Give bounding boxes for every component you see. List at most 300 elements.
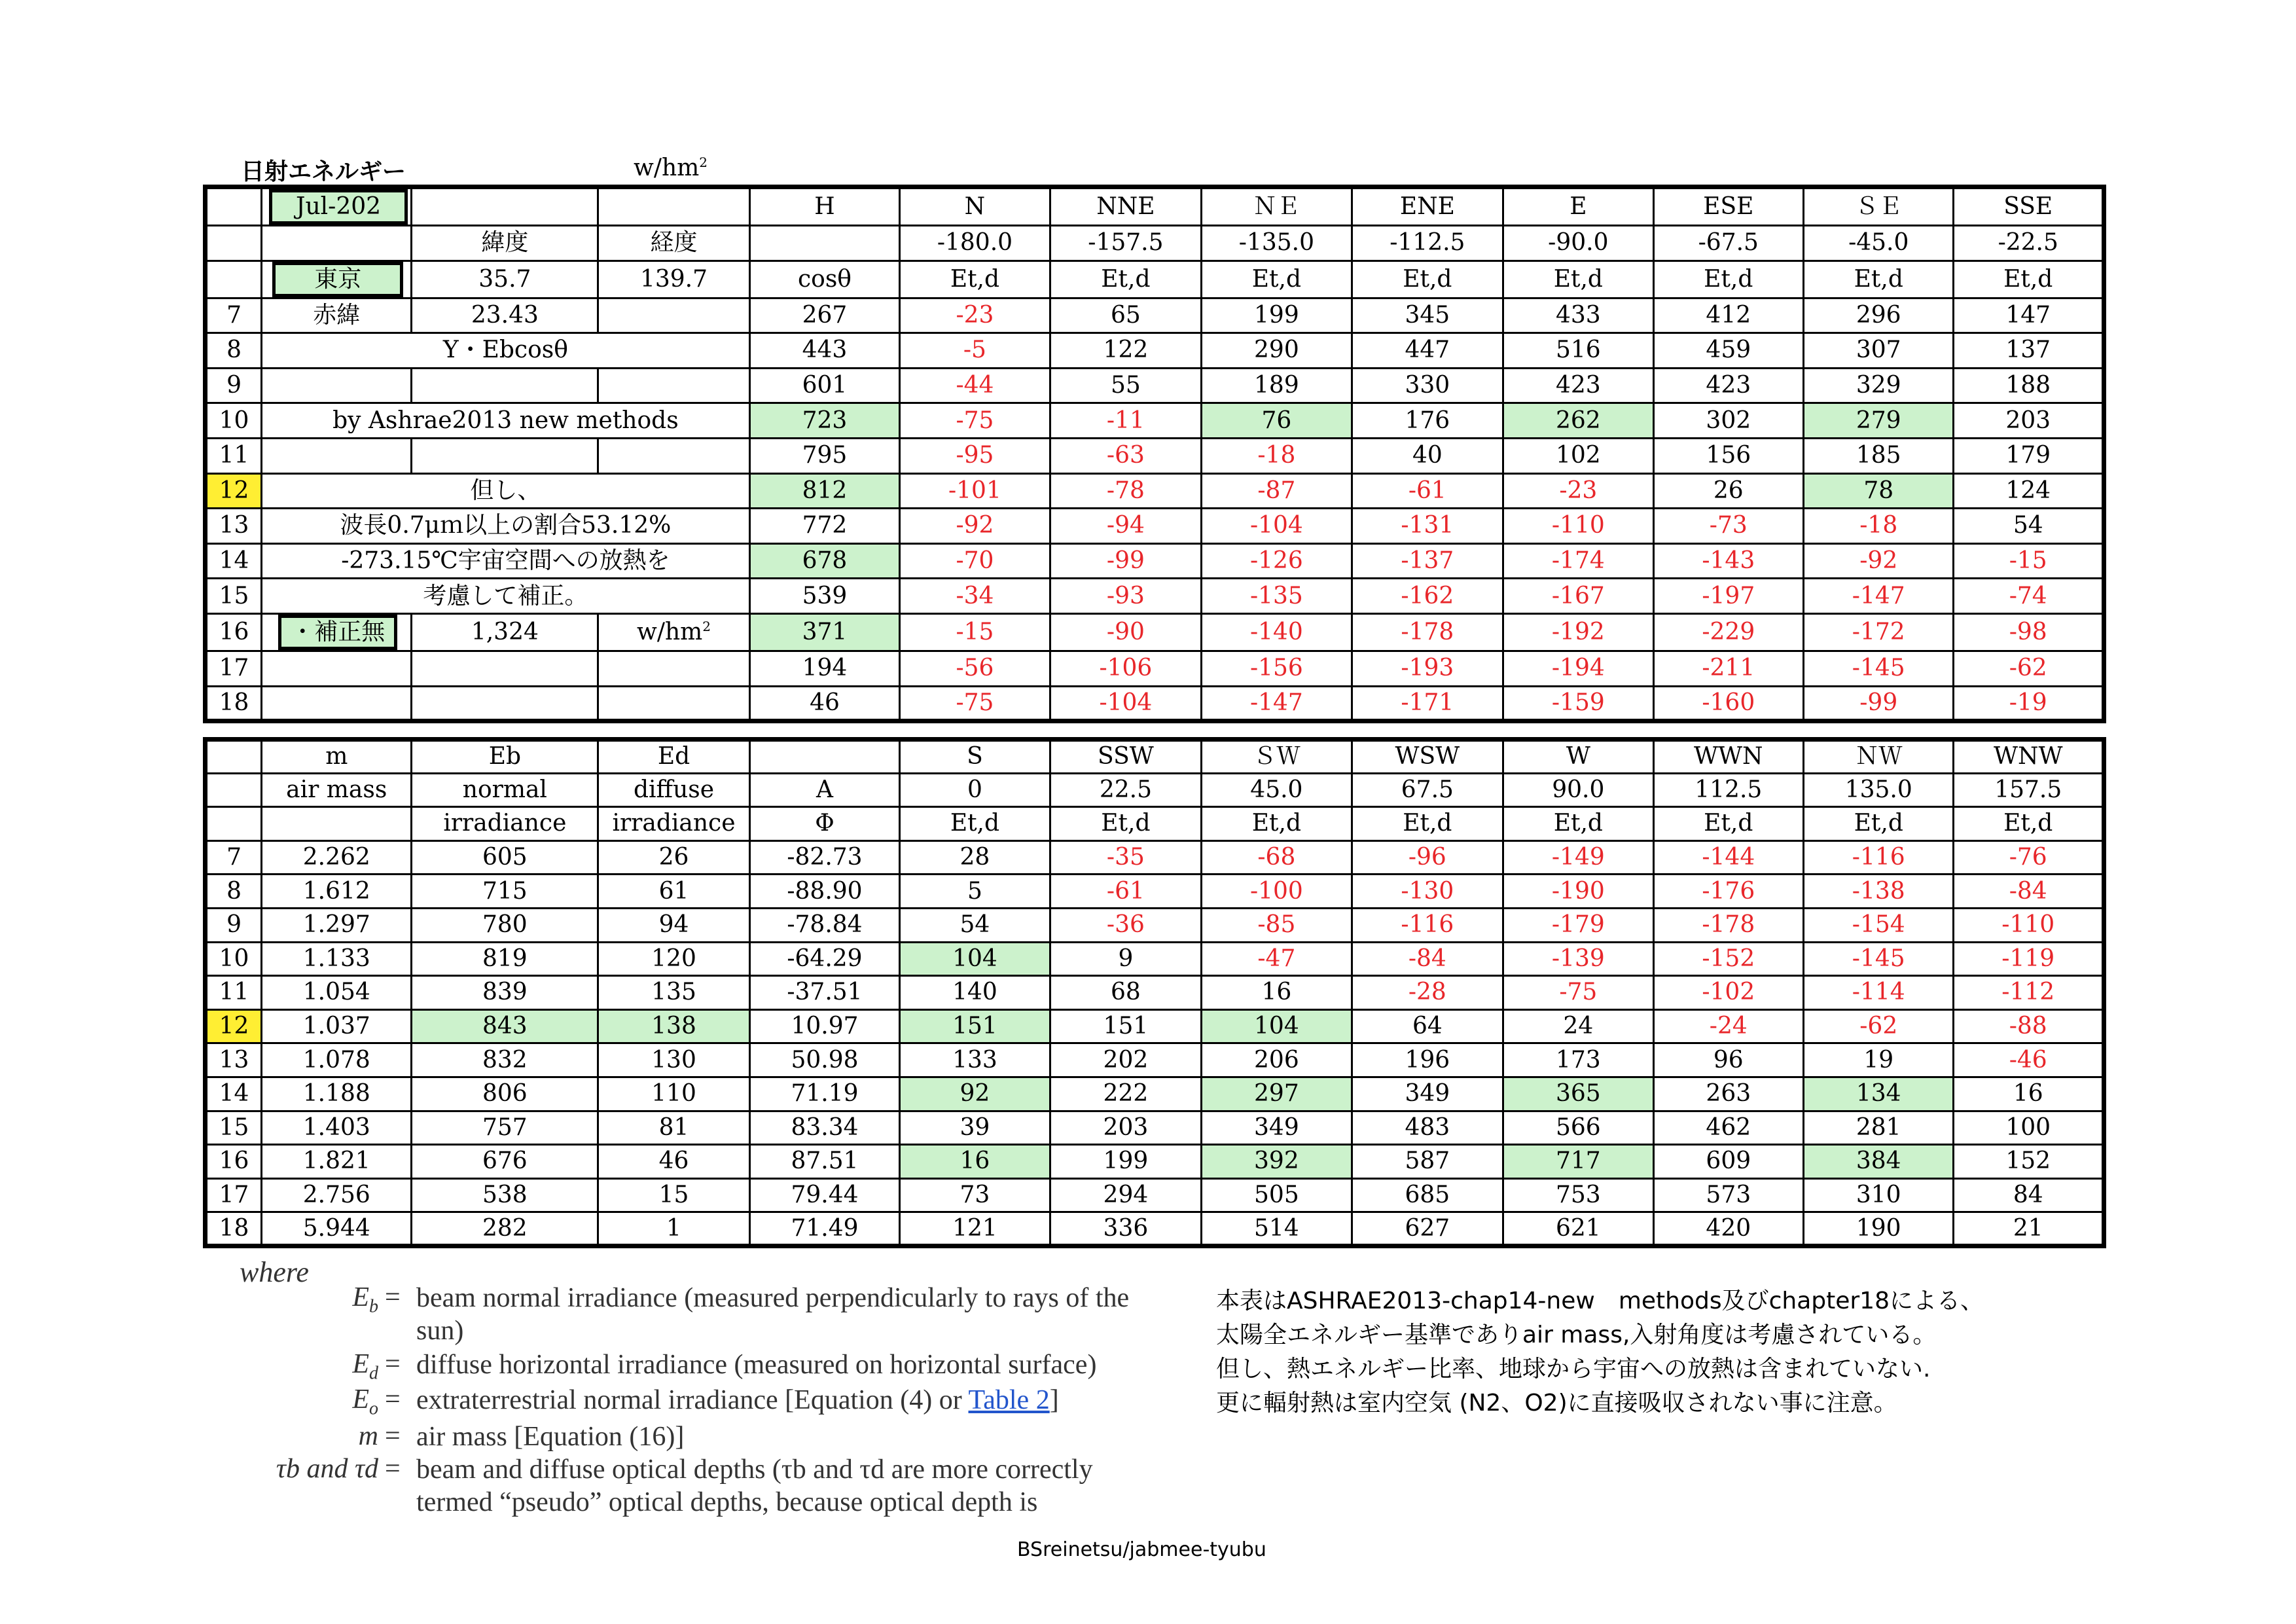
dir-header: ENE <box>1352 187 1503 226</box>
definition-body: beam normal irradiance (measured perpendicularly to rays of the sun) <box>416 1283 1130 1346</box>
value-cell: -75 <box>900 403 1050 439</box>
no-correction-unit <box>598 613 750 651</box>
value-cell: -194 <box>1503 651 1653 686</box>
value-cell: 84 <box>1954 1178 2104 1212</box>
value-cell: 134 <box>1804 1077 1954 1111</box>
ed-value: 61 <box>598 875 750 909</box>
city-value[interactable]: 東京 <box>272 262 403 297</box>
value-cell: 5 <box>900 875 1050 909</box>
footer-credit: BSreinetsu/jabmee-tyubu <box>1017 1538 1266 1561</box>
dir-unit: Et,d <box>1804 261 1954 298</box>
blank-cell <box>598 298 750 333</box>
a-header: A <box>749 773 899 807</box>
value-cell: -63 <box>1050 438 1202 473</box>
dir-unit: Et,d <box>1954 807 2104 841</box>
value-cell: 196 <box>1352 1043 1503 1077</box>
value-cell: -171 <box>1352 686 1503 721</box>
value-cell: 39 <box>900 1111 1050 1145</box>
table-row <box>206 509 2104 544</box>
h-value: 194 <box>749 651 899 686</box>
dir-header: WSW <box>1352 740 1503 774</box>
value-cell: 76 <box>1202 403 1352 439</box>
value-cell: -28 <box>1352 976 1503 1010</box>
dir-header: ＳＥ <box>1804 187 1954 226</box>
h-value: 812 <box>749 473 899 509</box>
eb-value: 832 <box>412 1043 598 1077</box>
value-cell: 262 <box>1503 403 1653 439</box>
value-cell: -211 <box>1653 651 1803 686</box>
note-line: 更に輻射熱は室内空気 (N2、O2)に直接吸収されない事に注意。 <box>1216 1390 1897 1416</box>
definition-symbol <box>352 1348 378 1384</box>
value-cell: -159 <box>1503 686 1653 721</box>
value-cell: 753 <box>1503 1178 1653 1212</box>
value-cell: 263 <box>1653 1077 1803 1111</box>
value-cell: -178 <box>1653 908 1803 942</box>
definition-symbol <box>359 1420 378 1452</box>
dir-header: SSW <box>1050 740 1202 774</box>
eb-value: 538 <box>412 1178 598 1212</box>
value-cell: 420 <box>1653 1212 1803 1246</box>
value-cell: -96 <box>1352 840 1503 875</box>
value-cell: 566 <box>1503 1111 1653 1145</box>
blank-cell <box>598 368 750 403</box>
value-cell: -110 <box>1503 509 1653 544</box>
value-cell: -99 <box>1050 543 1202 579</box>
upper-header-row-2 <box>206 226 2104 261</box>
definitions-block <box>236 1255 1178 1519</box>
phi-value: 71.19 <box>749 1077 899 1111</box>
value-cell: -145 <box>1804 651 1954 686</box>
air-mass-value: 1.297 <box>262 908 412 942</box>
no-correction-cell[interactable] <box>262 613 412 651</box>
value-cell: -11 <box>1050 403 1202 439</box>
ed-value: 120 <box>598 942 750 976</box>
value-cell: 9 <box>1050 942 1202 976</box>
value-cell: -18 <box>1202 438 1352 473</box>
value-cell: -140 <box>1202 613 1352 651</box>
equals-sign: = <box>385 1454 401 1484</box>
equals-sign: = <box>385 1421 401 1451</box>
value-cell: 104 <box>1202 1009 1352 1043</box>
value-cell: -15 <box>900 613 1050 651</box>
value-cell: -179 <box>1503 908 1653 942</box>
value-cell: -46 <box>1954 1043 2104 1077</box>
dir-header: WWN <box>1653 740 1803 774</box>
value-cell: 124 <box>1954 473 2104 509</box>
phi-value: 10.97 <box>749 1009 899 1043</box>
value-cell: 202 <box>1050 1043 1202 1077</box>
value-cell: 100 <box>1954 1111 2104 1145</box>
value-cell: 685 <box>1352 1178 1503 1212</box>
table-row <box>206 1043 2104 1077</box>
ed-value: 26 <box>598 840 750 875</box>
lower-header-row-1 <box>206 740 2104 774</box>
note-cell: by Ashrae2013 new methods <box>262 403 750 439</box>
value-cell: 122 <box>1050 333 1202 369</box>
dir-header: E <box>1503 187 1653 226</box>
dir-angle: 22.5 <box>1050 773 1202 807</box>
blank-cell <box>412 686 598 721</box>
value-cell: -104 <box>1202 509 1352 544</box>
value-cell: -23 <box>900 298 1050 333</box>
value-cell: 121 <box>900 1212 1050 1246</box>
hour-cell: 7 <box>206 298 262 333</box>
unit-text: w/hm <box>634 154 700 181</box>
blank-cell <box>412 187 598 226</box>
air-mass-value: 1.078 <box>262 1043 412 1077</box>
value-cell: 133 <box>900 1043 1050 1077</box>
value-cell: 55 <box>1050 368 1202 403</box>
hour-cell: 8 <box>206 333 262 369</box>
value-cell: 297 <box>1202 1077 1352 1111</box>
value-cell: 365 <box>1503 1077 1653 1111</box>
value-cell: -47 <box>1202 942 1352 976</box>
value-cell: -100 <box>1202 875 1352 909</box>
dir-angle: -67.5 <box>1653 226 1803 261</box>
table-row <box>206 1077 2104 1111</box>
notes-block <box>1216 1284 1984 1420</box>
value-cell: -152 <box>1653 942 1803 976</box>
value-cell: -56 <box>900 651 1050 686</box>
corner-cell <box>206 187 262 226</box>
dir-header: SSE <box>1954 187 2104 226</box>
note-cell: 但し、 <box>262 473 750 509</box>
value-cell: 40 <box>1352 438 1503 473</box>
value-cell: -94 <box>1050 509 1202 544</box>
table-row <box>206 1009 2104 1043</box>
value-cell: 54 <box>900 908 1050 942</box>
table-row <box>206 613 2104 651</box>
value-cell: -85 <box>1202 908 1352 942</box>
value-cell: -114 <box>1804 976 1954 1010</box>
value-cell: -130 <box>1352 875 1503 909</box>
value-cell: -106 <box>1050 651 1202 686</box>
value-cell: -143 <box>1653 543 1803 579</box>
value-cell: -92 <box>1804 543 1954 579</box>
date-value[interactable]: Jul-202 <box>269 189 408 225</box>
eb-value: 282 <box>412 1212 598 1246</box>
where-title: where <box>240 1256 309 1288</box>
eb-value: 843 <box>412 1009 598 1043</box>
eb-header: Eb <box>412 740 598 774</box>
phi-value: 79.44 <box>749 1178 899 1212</box>
value-cell: -76 <box>1954 840 2104 875</box>
value-cell: -70 <box>900 543 1050 579</box>
hour-cell: 9 <box>206 368 262 403</box>
unit-sup: 2 <box>699 154 708 170</box>
air-mass-value: 2.262 <box>262 840 412 875</box>
m-header: m <box>262 740 412 774</box>
eb-value: 819 <box>412 942 598 976</box>
hour-cell: 11 <box>206 976 262 1010</box>
date-cell[interactable] <box>262 187 412 226</box>
dir-header: WNW <box>1954 740 2104 774</box>
lower-table <box>203 737 2106 1248</box>
value-cell: 281 <box>1804 1111 1954 1145</box>
dir-header: ESE <box>1653 187 1803 226</box>
value-cell: -75 <box>1503 976 1653 1010</box>
definition-body: beam and diffuse optical depths (τb and τd are more correctly termed “pseudo” optical depths, because optical depth is <box>416 1454 1093 1517</box>
eb-value: 839 <box>412 976 598 1010</box>
ed-subheader-2: irradiance <box>598 807 750 841</box>
dir-angle: 45.0 <box>1202 773 1352 807</box>
dir-unit: Et,d <box>1202 807 1352 841</box>
latitude-value: 35.7 <box>412 261 598 298</box>
value-cell: -5 <box>900 333 1050 369</box>
value-cell: -154 <box>1804 908 1954 942</box>
unit-sup: 2 <box>702 619 711 635</box>
h-value: 772 <box>749 509 899 544</box>
dir-angle: -45.0 <box>1804 226 1954 261</box>
table-row <box>206 840 2104 875</box>
blank-cell <box>262 368 412 403</box>
value-cell: 505 <box>1202 1178 1352 1212</box>
note-line: 但し、熱エネルギー比率、地球から宇宙への放熱は含まれていない. <box>1216 1356 1931 1382</box>
value-cell: -176 <box>1653 875 1803 909</box>
hour-cell: 9 <box>206 908 262 942</box>
blank-cell <box>598 187 750 226</box>
value-cell: 73 <box>900 1178 1050 1212</box>
value-cell: 279 <box>1804 403 1954 439</box>
value-cell: -44 <box>900 368 1050 403</box>
table-row <box>206 403 2104 439</box>
definition-text <box>416 1384 1175 1416</box>
value-cell: -61 <box>1050 875 1202 909</box>
value-cell: -88 <box>1954 1009 2104 1043</box>
value-cell: 92 <box>900 1077 1050 1111</box>
value-cell: -131 <box>1352 509 1503 544</box>
dir-angle: 90.0 <box>1503 773 1653 807</box>
h-value: 267 <box>749 298 899 333</box>
value-cell: 188 <box>1954 368 2104 403</box>
eb-value: 676 <box>412 1145 598 1179</box>
value-cell: 514 <box>1202 1212 1352 1246</box>
upper-data-body <box>206 298 2104 721</box>
corner-cell <box>206 807 262 841</box>
phi-value: -64.29 <box>749 942 899 976</box>
dir-header: NNE <box>1050 187 1202 226</box>
ed-value: 1 <box>598 1212 750 1246</box>
hour-cell: 7 <box>206 840 262 875</box>
definition-symbol <box>352 1282 378 1317</box>
dir-angle: -22.5 <box>1954 226 2104 261</box>
value-cell: -61 <box>1352 473 1503 509</box>
air-mass-value: 5.944 <box>262 1212 412 1246</box>
value-cell: 156 <box>1653 438 1803 473</box>
value-cell: -172 <box>1804 613 1954 651</box>
value-cell: -112 <box>1954 976 2104 1010</box>
hour-cell: 12 <box>206 1009 262 1043</box>
value-cell: 151 <box>1050 1009 1202 1043</box>
value-cell: -93 <box>1050 579 1202 614</box>
blank-cell <box>262 686 412 721</box>
dir-unit: Et,d <box>1050 261 1202 298</box>
value-cell: -19 <box>1954 686 2104 721</box>
longitude-value: 139.7 <box>598 261 750 298</box>
symbol-text: E <box>352 1384 369 1415</box>
definition-text <box>416 1453 1175 1519</box>
value-cell: 587 <box>1352 1145 1503 1179</box>
table-row <box>206 543 2104 579</box>
hour-cell: 18 <box>206 686 262 721</box>
phi-value: -82.73 <box>749 840 899 875</box>
value-cell: -24 <box>1653 1009 1803 1043</box>
dir-unit: Et,d <box>900 807 1050 841</box>
blank-cell <box>412 368 598 403</box>
value-cell: 96 <box>1653 1043 1803 1077</box>
symbol-text: τb and τd <box>276 1454 378 1484</box>
air-mass-value: 1.188 <box>262 1077 412 1111</box>
phi-value: 83.34 <box>749 1111 899 1145</box>
definition-text <box>416 1282 1175 1347</box>
value-cell: -110 <box>1954 908 2104 942</box>
value-cell: -162 <box>1352 579 1503 614</box>
table-row <box>206 1145 2104 1179</box>
dir-unit: Et,d <box>1503 807 1653 841</box>
value-cell: -78 <box>1050 473 1202 509</box>
value-cell: 483 <box>1352 1111 1503 1145</box>
city-cell[interactable] <box>262 261 412 298</box>
equals-sign: = <box>385 1384 401 1415</box>
value-cell: 222 <box>1050 1077 1202 1111</box>
blank-cell <box>598 686 750 721</box>
ed-value: 138 <box>598 1009 750 1043</box>
dir-header: N <box>900 187 1050 226</box>
value-cell: 147 <box>1954 298 2104 333</box>
dir-unit: Et,d <box>1804 807 1954 841</box>
dir-angle: 0 <box>900 773 1050 807</box>
blank-cell <box>412 438 598 473</box>
value-cell: 296 <box>1804 298 1954 333</box>
value-cell: 78 <box>1804 473 1954 509</box>
phi-value: -88.90 <box>749 875 899 909</box>
value-cell: 290 <box>1202 333 1352 369</box>
value-cell: 307 <box>1804 333 1954 369</box>
dir-header: S <box>900 740 1050 774</box>
hour-cell: 15 <box>206 1111 262 1145</box>
value-cell: -84 <box>1954 875 2104 909</box>
eb-value: 715 <box>412 875 598 909</box>
upper-header-row-1 <box>206 187 2104 226</box>
dir-angle: 112.5 <box>1653 773 1803 807</box>
definition-text <box>416 1348 1175 1381</box>
value-cell: -178 <box>1352 613 1503 651</box>
ed-subheader: diffuse <box>598 773 750 807</box>
hour-cell: 12 <box>206 473 262 509</box>
dir-unit: Et,d <box>1653 807 1803 841</box>
value-cell: 28 <box>900 840 1050 875</box>
ed-value: 130 <box>598 1043 750 1077</box>
h-value: 601 <box>749 368 899 403</box>
table-2-link[interactable]: Table 2 <box>968 1385 1050 1415</box>
value-cell: 349 <box>1352 1077 1503 1111</box>
value-cell: 21 <box>1954 1212 2104 1246</box>
value-cell: 26 <box>1653 473 1803 509</box>
blank-cell <box>412 651 598 686</box>
value-cell: -35 <box>1050 840 1202 875</box>
air-mass-value: 1.133 <box>262 942 412 976</box>
hour-cell: 13 <box>206 1043 262 1077</box>
value-cell: -149 <box>1503 840 1653 875</box>
table-row <box>206 1111 2104 1145</box>
corner-cell <box>206 740 262 774</box>
value-cell: -197 <box>1653 579 1803 614</box>
value-cell: 203 <box>1954 403 2104 439</box>
value-cell: 412 <box>1653 298 1803 333</box>
dir-unit: Et,d <box>1653 261 1803 298</box>
value-cell: -116 <box>1804 840 1954 875</box>
symbol-text: E <box>352 1282 369 1312</box>
h-header: H <box>749 187 899 226</box>
ed-value: 15 <box>598 1178 750 1212</box>
ed-value: 94 <box>598 908 750 942</box>
value-cell: 190 <box>1804 1212 1954 1246</box>
eb-subheader-2: irradiance <box>412 807 598 841</box>
value-cell: 19 <box>1804 1043 1954 1077</box>
value-cell: 627 <box>1352 1212 1503 1246</box>
corner-cell <box>206 226 262 261</box>
m-subheader: air mass <box>262 773 412 807</box>
upper-table <box>203 185 2106 723</box>
formula-cell: Y・Ebcosθ <box>262 333 750 369</box>
dir-unit: Et,d <box>1050 807 1202 841</box>
value-cell: 16 <box>1954 1077 2104 1111</box>
value-cell: 151 <box>900 1009 1050 1043</box>
value-cell: 302 <box>1653 403 1803 439</box>
h-value: 46 <box>749 686 899 721</box>
ed-header: Ed <box>598 740 750 774</box>
value-cell: 140 <box>900 976 1050 1010</box>
value-cell: 189 <box>1202 368 1352 403</box>
hour-cell: 14 <box>206 1077 262 1111</box>
note-line: 本表はASHRAE2013-chap14-new methods及びchapter18による、 <box>1216 1288 1984 1314</box>
definition-tail: ] <box>1049 1385 1059 1415</box>
hour-cell: 14 <box>206 543 262 579</box>
value-cell: -190 <box>1503 875 1653 909</box>
ed-value: 110 <box>598 1077 750 1111</box>
value-cell: -36 <box>1050 908 1202 942</box>
table-row <box>206 333 2104 369</box>
table-row <box>206 875 2104 909</box>
hour-cell: 11 <box>206 438 262 473</box>
value-cell: -84 <box>1352 942 1503 976</box>
value-cell: 609 <box>1653 1145 1803 1179</box>
value-cell: 199 <box>1202 298 1352 333</box>
definition-text <box>416 1420 1175 1453</box>
air-mass-value: 1.821 <box>262 1145 412 1179</box>
table-row <box>206 942 2104 976</box>
table-row <box>206 1212 2104 1246</box>
hour-cell: 10 <box>206 942 262 976</box>
equals-sign: = <box>385 1282 401 1312</box>
value-cell: 173 <box>1503 1043 1653 1077</box>
no-correction-label[interactable]: ・補正無 <box>278 615 397 650</box>
phi-value: 71.49 <box>749 1212 899 1246</box>
value-cell: 423 <box>1503 368 1653 403</box>
definition-body: air mass [Equation (16)] <box>416 1422 685 1452</box>
table-row <box>206 1178 2104 1212</box>
phi-value: 87.51 <box>749 1145 899 1179</box>
value-cell: 104 <box>900 942 1050 976</box>
value-cell: 392 <box>1202 1145 1352 1179</box>
air-mass-value: 1.612 <box>262 875 412 909</box>
value-cell: 185 <box>1804 438 1954 473</box>
table-row <box>206 473 2104 509</box>
table-row <box>206 908 2104 942</box>
unit-text: w/hm <box>637 619 703 646</box>
air-mass-value: 1.054 <box>262 976 412 1010</box>
h-value: 723 <box>749 403 899 439</box>
